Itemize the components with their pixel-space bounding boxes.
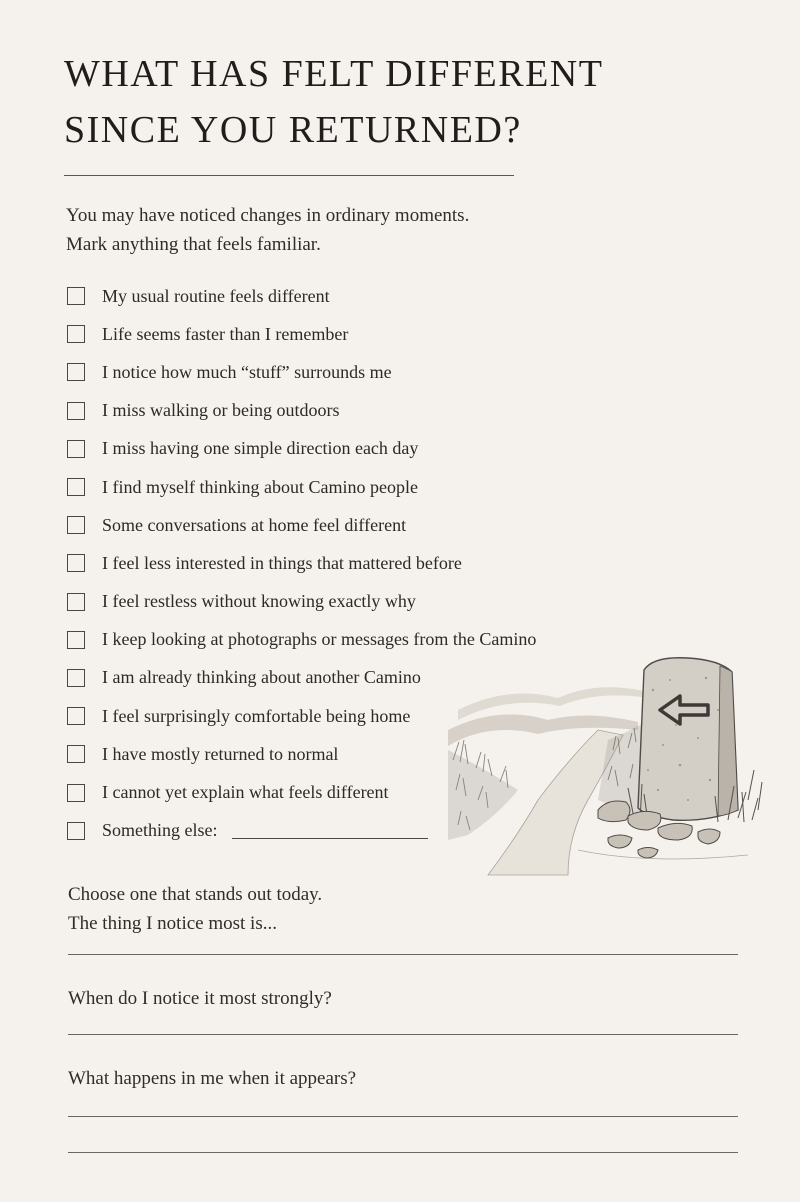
checkbox[interactable] (67, 745, 85, 763)
checkbox[interactable] (67, 363, 85, 381)
intro-text (66, 201, 469, 259)
checklist-item-label: I keep looking at photographs or messages from the Camino (102, 629, 537, 650)
checklist-item-label: I feel less interested in things that mattered before (102, 552, 462, 573)
checklist-item[interactable] (67, 506, 536, 544)
checkbox[interactable] (67, 440, 85, 458)
checklist-item-label: My usual routine feels different (102, 285, 330, 306)
camino-milestone-arrow-icon (448, 650, 768, 880)
title-line-2: SINCE YOU RETURNED? (64, 109, 522, 151)
checklist-item-label: I am already thinking about another Camino (102, 667, 421, 688)
checklist-item[interactable] (67, 430, 536, 468)
page-title (64, 46, 603, 158)
checkbox[interactable] (67, 707, 85, 725)
answer-line-when[interactable] (68, 1034, 738, 1035)
answer-line-notice-most[interactable] (68, 954, 738, 955)
checklist-item-label: Something else: (102, 820, 218, 841)
what-prompt: What happens in me when it appears? (68, 1068, 357, 1089)
checklist-item[interactable] (67, 277, 536, 315)
checkbox[interactable] (67, 669, 85, 687)
intro-line-2: Mark anything that feels familiar. (66, 234, 321, 255)
checklist-item[interactable] (67, 544, 536, 582)
checkbox[interactable] (67, 287, 85, 305)
other-write-in-line[interactable] (232, 838, 428, 839)
choose-prompt (68, 880, 322, 938)
checkbox[interactable] (67, 554, 85, 572)
checklist-item[interactable] (67, 353, 536, 391)
checklist-item-label: I notice how much “stuff” surrounds me (102, 361, 392, 382)
checklist-item-label: I miss having one simple direction each day (102, 438, 419, 459)
checkbox[interactable] (67, 402, 85, 420)
checkbox[interactable] (67, 784, 85, 802)
checklist-item-label: I cannot yet explain what feels different (102, 782, 389, 803)
checkbox[interactable] (67, 325, 85, 343)
checklist-item-label: I have mostly returned to normal (102, 743, 339, 764)
checklist-item-label: I feel restless without knowing exactly why (102, 591, 416, 612)
checkbox[interactable] (67, 631, 85, 649)
checklist-item[interactable] (67, 392, 536, 430)
checklist-item[interactable] (67, 468, 536, 506)
checklist-item[interactable] (67, 583, 536, 621)
intro-line-1: You may have noticed changes in ordinary moments. (66, 205, 470, 226)
checkbox[interactable] (67, 478, 85, 496)
answer-line-what-1[interactable] (68, 1116, 738, 1117)
answer-line-what-2[interactable] (68, 1152, 738, 1153)
checkbox[interactable] (67, 822, 85, 840)
checklist-item-label: I miss walking or being outdoors (102, 400, 340, 421)
title-line-1: WHAT HAS FELT DIFFERENT (64, 53, 604, 95)
checklist-item[interactable] (67, 315, 536, 353)
checklist-item-label: Some conversations at home feel different (102, 514, 407, 535)
checklist-item-label: I feel surprisingly comfortable being home (102, 705, 411, 726)
checklist-item-label: Life seems faster than I remember (102, 323, 349, 344)
choose-prompt-line-1: Choose one that stands out today. (68, 884, 323, 905)
choose-prompt-line-2: The thing I notice most is... (68, 913, 277, 934)
checklist-item-label: I find myself thinking about Camino people (102, 476, 418, 497)
checkbox[interactable] (67, 516, 85, 534)
when-prompt: When do I notice it most strongly? (68, 988, 332, 1009)
title-divider (64, 175, 514, 176)
checkbox[interactable] (67, 593, 85, 611)
